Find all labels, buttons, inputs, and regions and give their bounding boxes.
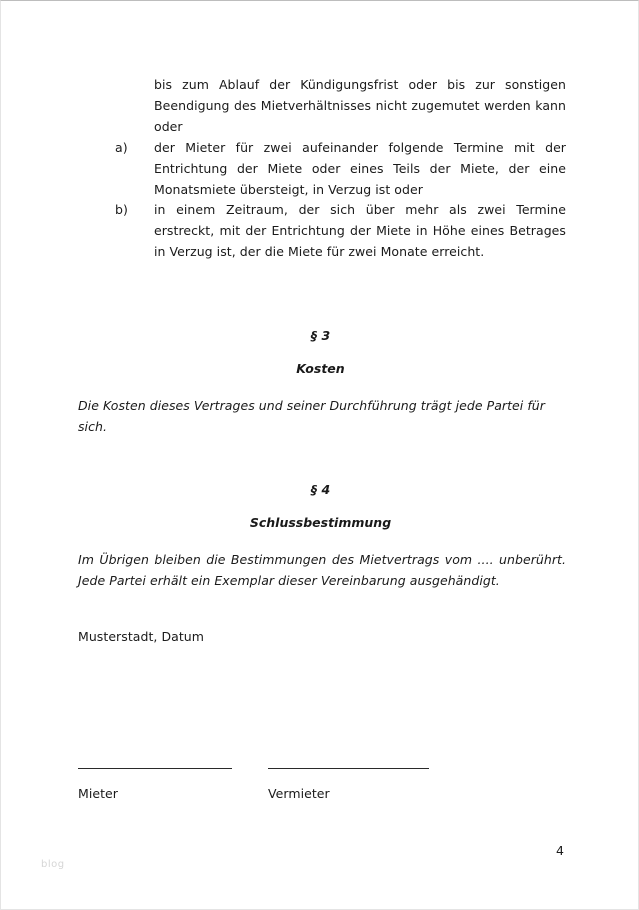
list-item-a-text: der Mieter für zwei aufeinander folgende Termine mit der Entrichtung der Miete oder eines Teils der Miete, der eine Monatsmiete übersteigt, in Verzug ist oder <box>154 140 566 197</box>
section-4-number: § 4 <box>310 482 331 497</box>
watermark-logo: blog <box>41 859 65 870</box>
landlord-label: Vermieter <box>268 786 330 801</box>
section-3-title: Kosten <box>296 361 345 376</box>
section-3-number: § 3 <box>310 328 331 343</box>
landlord-signature-line <box>268 768 429 769</box>
list-marker-a: a) <box>115 140 128 155</box>
section-3-text: Die Kosten dieses Vertrages und seiner Durchführung trägt jede Partei für sich. <box>78 398 545 434</box>
page-number: 4 <box>556 843 564 858</box>
tenant-label: Mieter <box>78 786 118 801</box>
place-date: Musterstadt, Datum <box>78 629 204 644</box>
section-4-title: Schlussbestimmung <box>249 515 392 530</box>
section-4-text: Im Übrigen bleiben die Bestimmungen des Mietvertrags vom .... unberührt. Jede Partei erhält ein Exemplar dieser Vereinbarung ausgehändigt. <box>78 552 566 588</box>
list-item-b-text: in einem Zeitraum, der sich über mehr als zwei Termine erstreckt, mit der Entrichtung der Miete in Höhe eines Betrages in Verzug ist, der die Miete für zwei Monate erreicht. <box>154 202 566 259</box>
list-marker-b: b) <box>115 202 128 217</box>
continuation-paragraph: bis zum Ablauf der Kündigungsfrist oder bis zur sonstigen Beendigung des Mietverhältnisses nicht zugemutet werden kann oder <box>154 77 566 134</box>
tenant-signature-line <box>78 768 232 769</box>
